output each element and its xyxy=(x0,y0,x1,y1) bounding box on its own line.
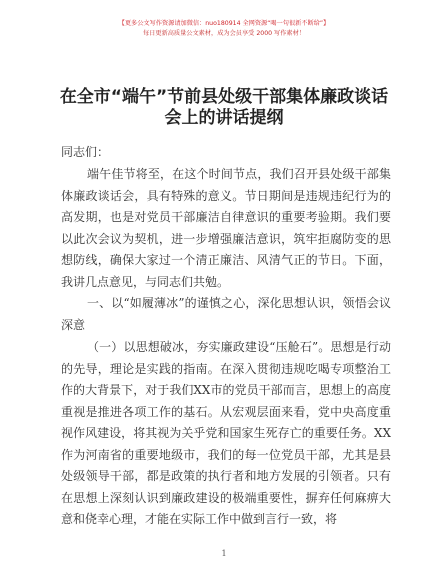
document-title-line-2: 会上的讲话提纲 xyxy=(164,108,284,128)
promo-banner-line-1: 【更多公文写作资源请加微信：nuo180914 全网资源“喝一句很新不断给”】 xyxy=(118,20,330,27)
salutation: 同志们： xyxy=(61,145,110,159)
section-heading: 一、以“如履薄冰”的谨慎之心，深化思想认识，领悟会议深意 xyxy=(61,296,391,332)
subsection-paragraph: （一）以思想破冰，夯实廉政建设“压舱石”。思想是行动的先导，理论是实践的指南。在深入贯彻违规吃喝专项整治工作的大背景下，对于我们XX市的党员干部而言，思想上的高度重视是推进各项工作的基石。从宏观层面来看，党中央高度重视作风建设，将其视为关乎党和国家生死存亡的重要任务。XX作为河南省的重要地级市，我们的每一位党员干部，尤其是县处级领导干部，都是政策的执行者和地方发展的引领者。只有在思想上深刻认识到廉政建设的极端重要性，摒弃任何麻痹大意和侥幸心理，才能在实际工作中做到言行一致，将 xyxy=(61,340,391,526)
page-number: 1 xyxy=(221,549,227,558)
document-title-line-1: 在全市“端午”节前县处级干部集体廉政谈话 xyxy=(59,87,389,107)
promo-banner-line-2: 每日更新高质量公文素材，成为会员享受 2000 写作素材！ xyxy=(143,30,305,37)
intro-paragraph: 端午佳节将至，在这个时间节点，我们召开县处级干部集体廉政谈话会，具有特殊的意义。节日期间是违规违纪行为的高发期，也是对党员干部廉洁自律意识的重要考验期。我们要以此次会议为契机，进一步增强廉洁意识，筑牢拒腐防变的思想防线，确保大家过一个清正廉洁、风清气正的节日。下面，我讲几点意见，与同志们共勉。 xyxy=(61,167,391,289)
